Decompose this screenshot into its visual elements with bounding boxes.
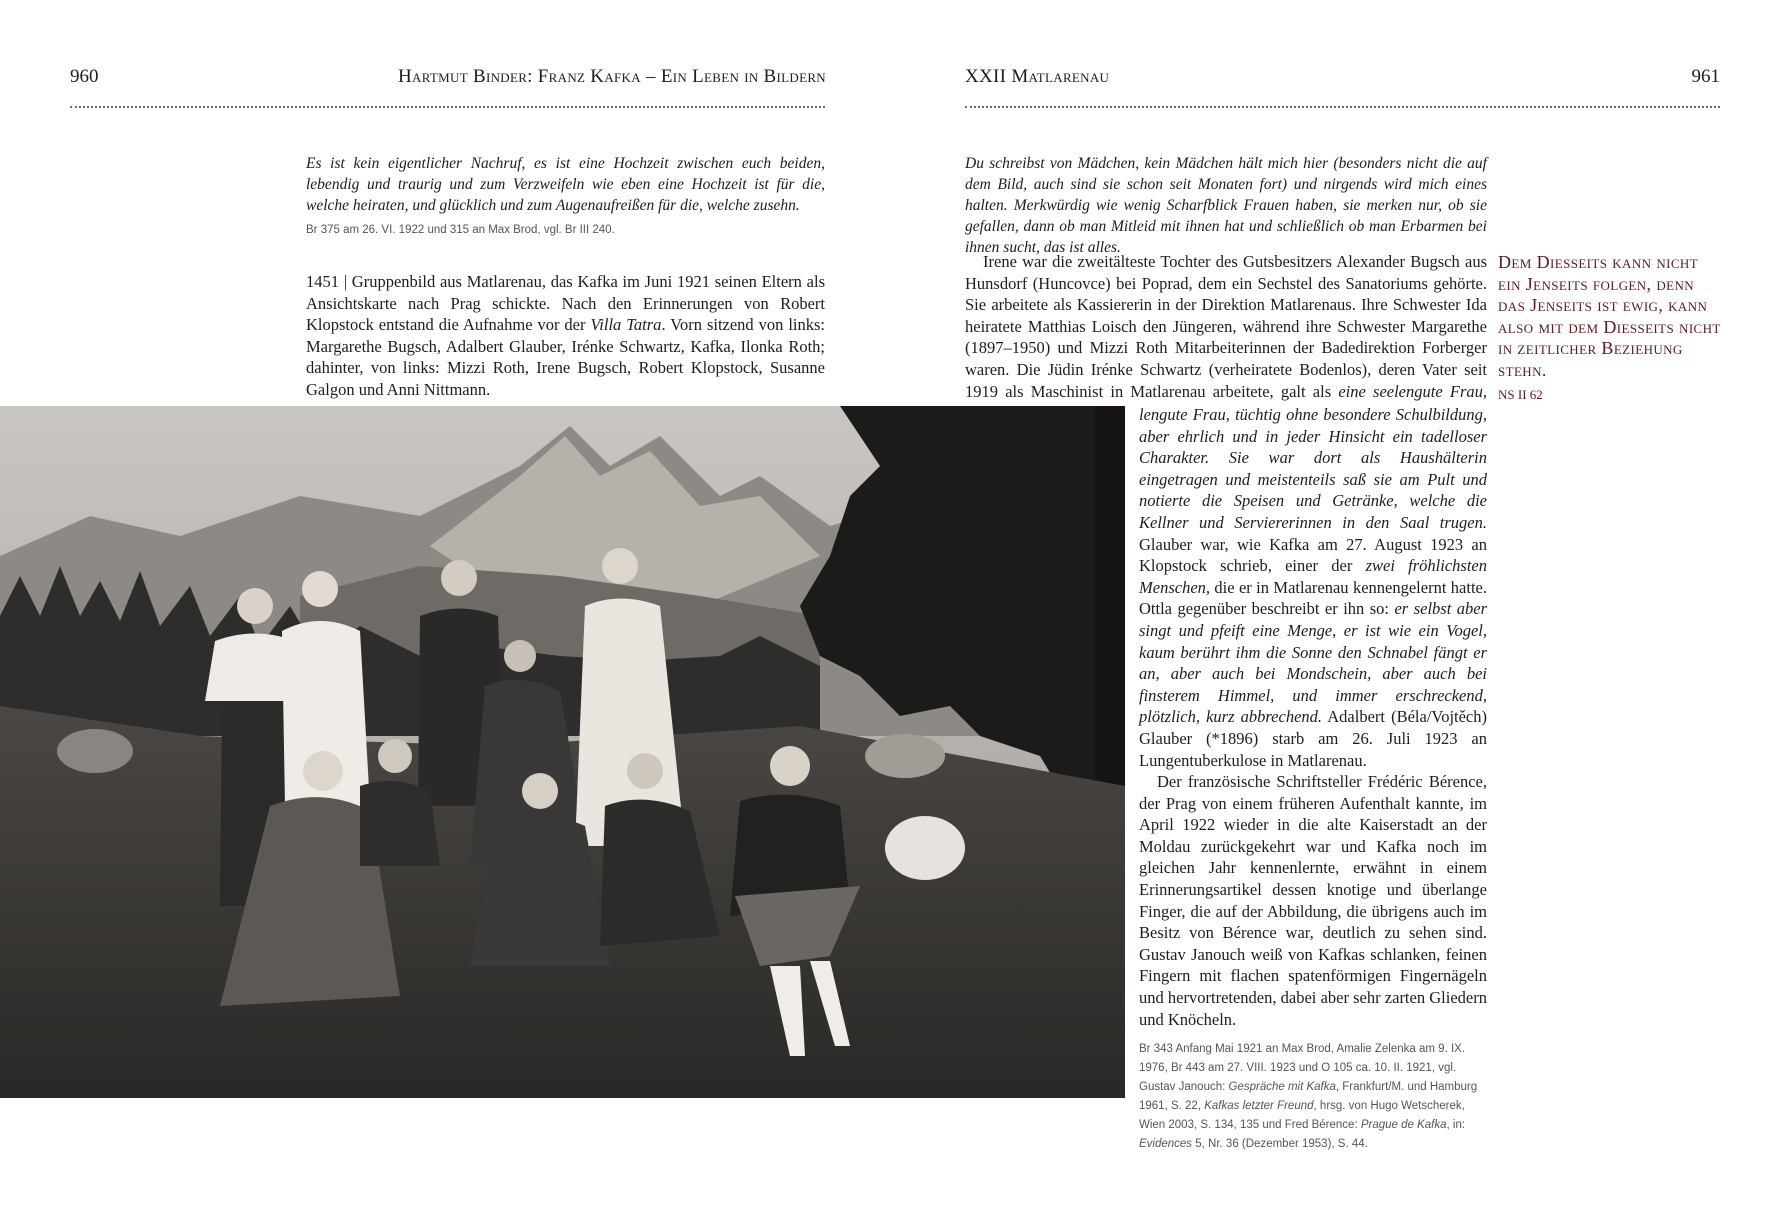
- sources-title-1: Gespräche mit Kafka: [1228, 1081, 1336, 1094]
- right-running-head: XXII Matlarenau: [965, 66, 1110, 87]
- left-quote-source: Br 375 am 26. VI. 1922 und 315 an Max Brod, vgl. Br III 240.: [306, 224, 615, 236]
- left-header-rule: [70, 106, 825, 108]
- body-paragraph-1-upper: [965, 251, 1487, 402]
- sources-e: 5, Nr. 36 (Dezember 1953), S. 44.: [1192, 1138, 1368, 1151]
- right-page-number: 961: [1691, 66, 1720, 87]
- para1-italic-1-cont: lengute Frau, tüchtig ohne besondere Schulbildung, aber ehrlich und in jeder Hinsicht ein tadelloser Charakter. Sie war dort als Haushälterin eingetragen und meistenteils saß sie am Pult und notierte die Speisen und Getränke, welche die Kellner und Serviererinnen in den Saal trugen.: [1139, 405, 1487, 532]
- para1-italic-1: eine seelengute Frau,: [1338, 381, 1487, 401]
- margin-quote-source: NS II 62: [1498, 387, 1543, 402]
- margin-quote: Dem Diesseits kann nicht ein Jenseits folgen, denn das Jenseits ist ewig, kann also mit dem Diesseits nicht in zeitlicher Beziehung stehn.: [1498, 252, 1721, 380]
- sources-title-4: Evidences: [1139, 1138, 1193, 1151]
- caption-text-1: 1451 | Gruppenbild aus Matlarenau, das Kafka im Juni 1921 seinen Eltern als Ansichtskarte nach Prag schickte. Nach den Erinnerungen von Robert Klopstock entstand die Aufnahme vor der: [306, 272, 825, 335]
- para1-b: Glauber war, wie Kafka am 27. August 1923 an Klopstock schrieb, einer der: [1139, 534, 1487, 576]
- group-photograph: [0, 406, 1125, 1098]
- para1-d: Adalbert (Béla/Vojtěch) Glauber (*1896) starb am 26. Juli 1923 an Lungentuberkulose in Matlarenau.: [1139, 707, 1488, 770]
- body-paragraph-2: Der französische Schriftsteller Frédéric Bérence, der Prag von einem früheren Aufenthalt kannte, im April 1922 wieder in die alte Kaiserstadt an der Moldau zurückgekehrt war und Kafka noch im gleichen Jahr kennenlernte, erwähnt in einem Erinnerungsartikel dessen knotige und überlange Finger, die auf der Abbildung, die übrigens auch im Besitz von Bérence war, deutlich zu sehen sind. Gustav Janouch weiß von Kafkas schlanken, feinen Fingern mit flachen spatenförmigen Fingernägeln und hervortretenden, dabei aber sehr zarten Gliedern und Knöcheln.: [1139, 772, 1487, 1029]
- left-running-head: Hartmut Binder: Franz Kafka – Ein Leben in Bildern: [398, 66, 826, 87]
- caption-text-2: . Vorn sitzend von links: Margarethe Bugsch, Adalbert Glauber, Irénke Schwartz, Kafka, Ilonka Roth; dahinter, von links: Mizzi Roth, Irene Bugsch, Robert Klopstock, Susanne Galgon und Anni Nittmann.: [306, 315, 825, 399]
- para1-italic-3: er selbst aber singt und pfeift eine Menge, er ist wie ein Vogel, kaum berührt ihm die Sonne den Schnabel fängt er an, aber auch bei Mondschein, aber auch bei finsterem Himmel, und immer erschreckend, plötzlich, kurz abbrechend.: [1139, 599, 1487, 727]
- para1-c: die er in Matlarenau kennengelernt hatte. Ottla gegenüber beschreibt er ihn so:: [1139, 577, 1487, 619]
- sources-a: Br 343 Anfang Mai 1921 an Max Brod, Amalie Zelenka am 9. IX. 1976, Br 443 am 27. VIII. 1923 und O 105 ca. 10. II. 1921, vgl. Gustav Janouch:: [1139, 1043, 1466, 1094]
- sources-title-3: Prague de Kafka: [1360, 1119, 1447, 1132]
- para1-continuation: [1139, 404, 1487, 771]
- sources-c: , hrsg. von Hugo Wetscherek, Wien 2003, S. 134, 135 und Fred Bérence:: [1139, 1100, 1465, 1132]
- right-quote: Du schreibst von Mädchen, kein Mädchen hält mich hier (besonders nicht die auf dem Bild, auch sind sie schon seit Monaten fort) und nirgends wird mich eines halten. Merkwürdig wie wenig Scharfblick Frauen haben, sie merken nur, ob sie gefallen, dann ob man Mitleid mit ihnen hat und schließlich ob man Erbarmen bei ihnen sucht, das ist alles.: [965, 155, 1487, 256]
- sources-b: , Frankfurt/M. und Hamburg 1961, S. 22,: [1139, 1081, 1478, 1113]
- right-quote-block: [965, 153, 1487, 258]
- left-page-number: 960: [70, 66, 99, 87]
- left-quote: Es ist kein eigentlicher Nachruf, es ist eine Hochzeit zwischen euch beiden, lebendig und traurig und zum Verzweifeln wie eben eine Hochzeit ist für die, welche heiraten, und glücklich und zum Augenaufreißen für die, welche zusehn.: [306, 155, 825, 214]
- left-quote-block: [306, 153, 825, 240]
- caption-villa-name: Villa Tatra: [590, 315, 662, 335]
- para1-text: Irene war die zweitälteste Tochter des Gutsbesitzers Alexander Bugsch aus Hunsdorf (Huncovce) bei Poprad, dem ein Sechstel des Sanatoriums gehörte. Sie arbeitete als Kassiererin in der Direktion Matlarenaus. Ihre Schwester Ida heiratete Matthias Loisch den Jüngeren, während ihre Schwester Margarethe (1897–1950) und Mizzi Roth Mitarbeiterinnen der Badedirektion Forberger waren. Die Jüdin Irénke Schwartz (verheiratete Bodenlos), deren Vater seit 1919 als Maschinist in Matlarenau arbeitete, galt als: [965, 252, 1487, 401]
- sources-title-2: Kafkas letzter Freund: [1204, 1100, 1314, 1113]
- para1-italic-2: zwei fröhlichsten Menschen,: [1139, 556, 1487, 597]
- sources-d: , in:: [1446, 1119, 1466, 1132]
- body-column-lower: [1139, 404, 1487, 1154]
- right-header-rule: [965, 106, 1720, 108]
- figure-caption: [306, 271, 825, 401]
- margin-quote-block: [1498, 252, 1724, 403]
- right-sources: [1139, 1040, 1487, 1154]
- photo-illustration: [0, 406, 1125, 1098]
